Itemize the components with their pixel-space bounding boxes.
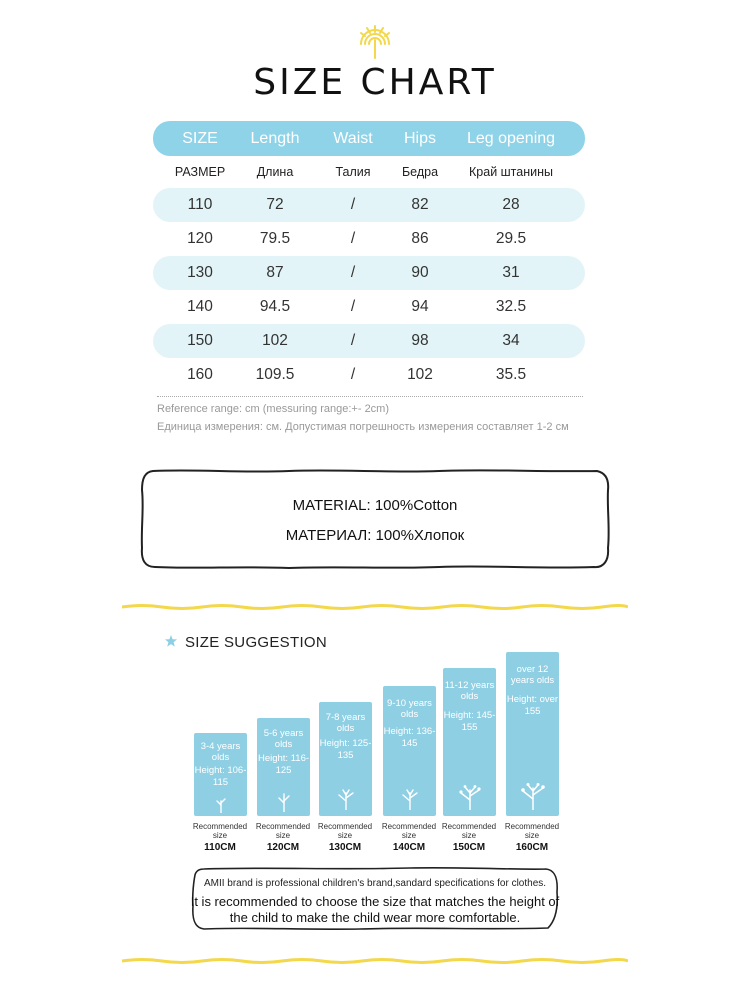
bar-age-label: 11-12 years olds [444,680,495,702]
cell-length: 109.5 [255,366,295,383]
cell-hips: 82 [411,196,429,213]
tree-icon [456,784,484,810]
tree-icon [398,788,422,810]
bar-age-label: 9-10 years olds [387,698,432,720]
cell-hips: 94 [411,298,429,315]
size-bar [383,686,436,816]
recommended-size-value: 130CM [328,842,362,853]
cell-size: 140 [187,298,213,315]
header-length-ru: Длина [256,165,294,179]
size-bar [257,718,310,816]
bar-height-label: Height: 125-135 [319,738,372,761]
bar-height-label: Height: over 155 [506,694,559,717]
recommended-size-label: Recommended size [192,822,248,840]
header-waist: Waist [333,129,373,147]
cell-leg-opening: 31 [502,264,520,281]
header-length: Length [250,129,300,147]
recommended-size-value: 160CM [515,842,549,853]
size-suggestion-title: SIZE SUGGESTION [185,634,328,651]
header-size-ru: РАЗМЕР [174,165,226,179]
recommended-size-label: Recommended size [441,822,497,840]
cell-leg-opening: 28 [502,196,520,213]
header-hips: Hips [403,129,437,147]
cell-length: 79.5 [259,230,291,247]
size-bar [443,668,496,816]
size-bar [194,733,247,816]
cell-hips: 86 [411,230,429,247]
cell-hips: 90 [411,264,429,281]
bar-height-label: Height: 145-155 [443,710,496,733]
recommended-size-label: Recommended size [255,822,311,840]
bar-height-label: Height: 116-125 [257,753,310,776]
bar-age-label: 3-4 years olds [200,741,241,763]
material-ru: МАТЕРИАЛ: 100%Хлопок [285,527,465,544]
bar-age-label: over 12 years olds [510,664,555,686]
cell-leg-opening: 34 [502,332,520,349]
cell-size: 120 [187,230,213,247]
brand-note: AMII brand is professional children's brand,sandard specifications for clothes. [203,878,547,889]
bar-height-label: Height: 106-115 [194,765,247,788]
recommended-size-value: 140CM [392,842,426,853]
cell-length: 102 [262,332,288,349]
bar-age-label: 7-8 years olds [325,712,366,734]
cell-waist: / [350,264,356,281]
recommended-size-value: 120CM [266,842,300,853]
recommendation-note: It is recommended to choose the size that matches the height of the child to make the child wear more comfortable. [190,894,560,925]
cell-size: 130 [187,264,213,281]
recommended-size-label: Recommended size [504,822,560,840]
cell-hips: 98 [411,332,429,349]
tree-icon [518,782,548,810]
size-bar [319,702,372,816]
header-leg-opening-ru: Край штанины [469,165,553,179]
cell-waist: / [350,332,356,349]
header-hips-ru: Бедра [401,165,439,179]
cell-waist: / [350,230,356,247]
tree-icon [211,795,231,813]
header-size: SIZE [182,129,218,147]
bar-age-label: 5-6 years olds [263,728,304,750]
header-leg-opening: Leg opening [466,129,556,147]
reference-note-ru: Единица измерения: см. Допустимая погрешность измерения составляет 1-2 см [157,421,569,433]
cell-leg-opening: 32.5 [495,298,527,315]
cell-waist: / [350,298,356,315]
cell-size: 110 [187,196,213,213]
cell-size: 150 [187,332,213,349]
bar-height-label: Height: 136-145 [383,726,436,749]
recommendation-note-box [190,866,560,932]
page-title: SIZE CHART [253,62,497,103]
recommended-size-label: Recommended size [381,822,437,840]
cell-hips: 102 [407,366,433,383]
header-waist-ru: Талия [335,165,371,179]
cell-length: 72 [266,196,284,213]
cell-length: 94.5 [259,298,291,315]
recommended-size-value: 150CM [452,842,486,853]
cell-leg-opening: 35.5 [495,366,527,383]
cell-size: 160 [187,366,213,383]
tree-icon [273,792,295,812]
recommended-size-value: 110CM [204,842,236,853]
yellow-wave-divider [122,956,628,966]
recommended-size-label: Recommended size [317,822,373,840]
tree-icon [334,788,358,810]
reference-note-en: Reference range: cm (messuring range:+- 2cm) [157,403,390,415]
material-en: MATERIAL: 100%Cotton [292,497,458,514]
cell-waist: / [350,196,356,213]
cell-leg-opening: 29.5 [495,230,527,247]
cell-length: 87 [266,264,284,281]
cell-waist: / [350,366,356,383]
size-bar [506,652,559,816]
